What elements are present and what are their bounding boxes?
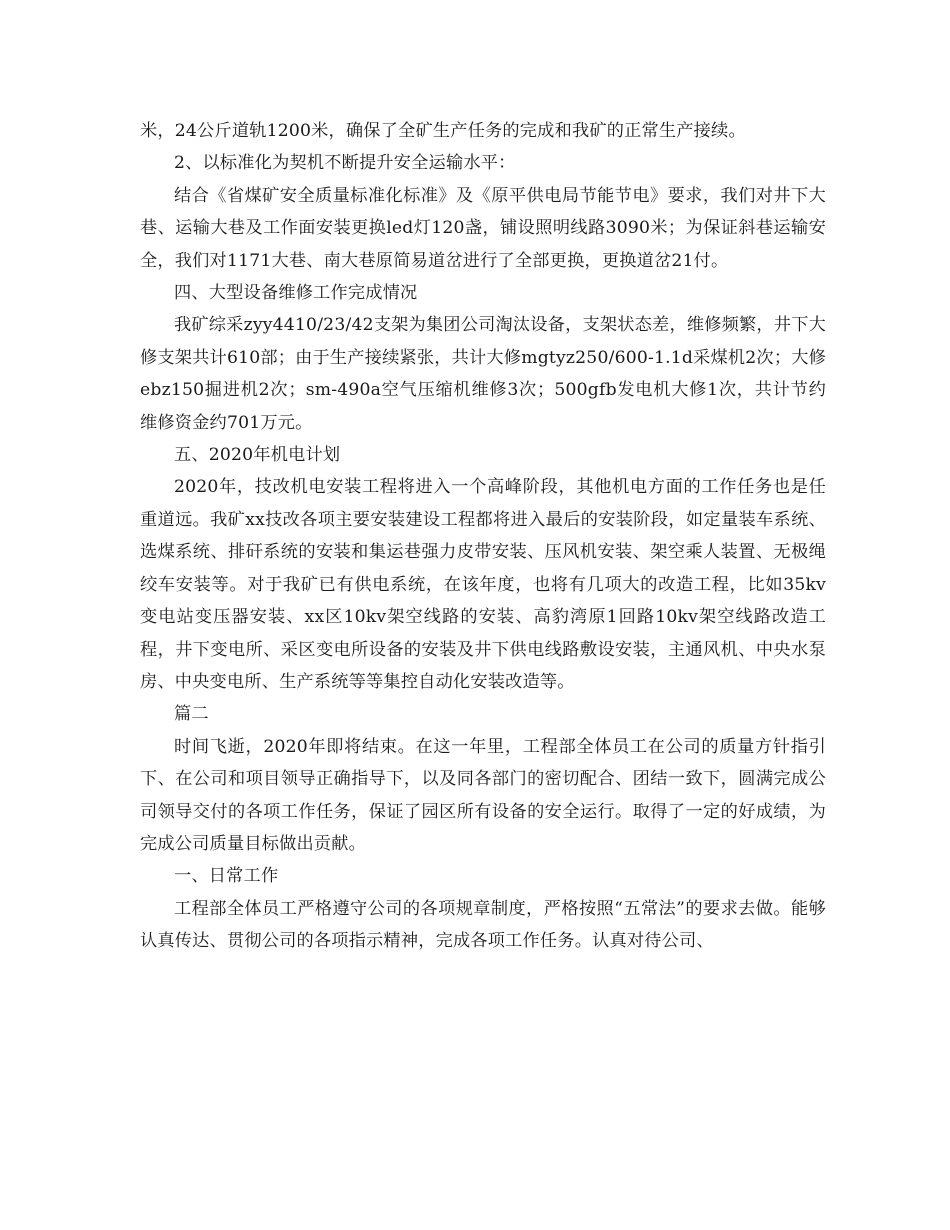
paragraph-continued: 米，24公斤道轨1200米，确保了全矿生产任务的完成和我矿的正常生产接续。 bbox=[140, 121, 746, 141]
section-heading-standardization: 2、以标准化为契机不断提升安全运输水平： bbox=[174, 153, 516, 174]
section-heading-plan: 五、2020年机电计划 bbox=[174, 445, 341, 466]
section-heading-maintenance: 四、大型设备维修工作完成情况 bbox=[174, 283, 418, 304]
paragraph-daily: 工程部全体员工严格遵守公司的各项规章制度，严格按照“五常法”的要求去做。能够认真传达、贯彻公司的各项指示精神，完成各项工作任务。认真对待公司、 bbox=[140, 898, 826, 952]
paragraph-lighting: 结合《省煤矿安全质量标准化标准》及《原平供电局节能节电》要求，我们对井下大巷、运输大巷及工作面安装更换led灯120盏，铺设照明线路3090米；为保证斜巷运输安全，我们对1171大巷、南大巷原简易道岔进行了全部更换，更换道岔21付。 bbox=[140, 185, 826, 271]
paragraph-plan: 2020年，技改机电安装工程将进入一个高峰阶段，其他机电方面的工作任务也是任重道远。我矿xx技改各项主要安装建设工程都将进入最后的安装阶段，如定量装车系统、选煤系统、排矸系统的安装和集运巷强力皮带安装、压风机安装、架空乘人装置、无极绳绞车安装等。对于我矿已有供电系统，在该年度，也将有几项大的改造工程，比如35kv变电站变压器安装、xx区10kv架空线路的安装、高豹湾原1回路10kv架空线路改造工程，井下变电所、采区变电所设备的安装及井下供电线路敷设安装，主通风机、中央水泵房、中央变电所、生产系统等等集控自动化安装改造等。 bbox=[140, 477, 826, 692]
paragraph-maintenance: 我矿综采zyy4410/23/42支架为集团公司淘汰设备，支架状态差，维修频繁，井下大修支架共计610部；由于生产接续紧张，共计大修mgtyz250/600-1.1d采煤机2次；大修ebz150掘进机2次；sm-490a空气压缩机维修3次；500gfb发电机大修1次，共计节约维修资金约701万元。 bbox=[140, 315, 826, 433]
section-heading-daily: 一、日常工作 bbox=[174, 866, 279, 887]
paragraph-intro-two: 时间飞逝，2020年即将结束。在这一年里，工程部全体员工在公司的质量方针指引下、在公司和项目领导正确指导下，以及同各部门的密切配合、团结一致下，圆满完成公司领导交付的各项工作任务，保证了园区所有设备的安全运行。取得了一定的好成绩，为完成公司质量目标做出贡献。 bbox=[140, 736, 826, 854]
document-page bbox=[140, 115, 826, 958]
part-two-heading: 篇二 bbox=[174, 704, 209, 725]
